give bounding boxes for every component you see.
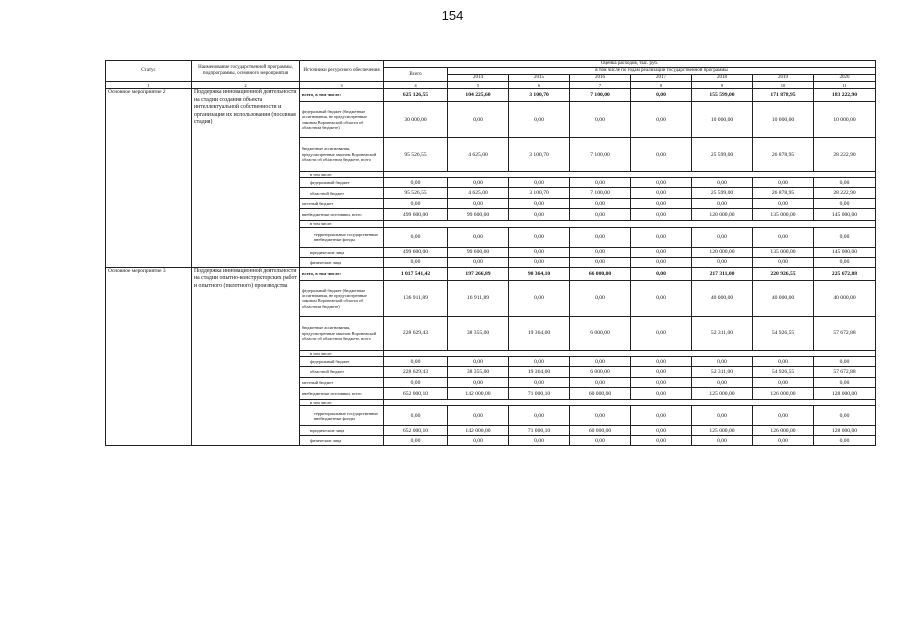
year-value-cell: 0,00 [692,406,753,426]
year-value-cell: 3 100,70 [509,188,570,199]
year-value-cell: 0,00 [814,436,876,446]
total-value-cell: 1 017 541,42 [384,267,448,280]
source-cell: областной бюджет [300,188,384,199]
source-cell: бюджетные ассигнования, предусмотренные законом Воронежской области об областном бюджете, всего [300,138,384,172]
column-index: 1 [106,82,192,89]
year-value-cell: 10 000,00 [814,102,876,138]
year-value-cell: 197 266,89 [448,267,509,280]
year-value-cell: 126 000,00 [753,388,814,400]
year-value-cell: 0,00 [631,357,692,367]
year-value-cell: 0,00 [692,257,753,267]
year-value-cell: 19 364,00 [509,316,570,350]
source-cell: территориальные государственные внебюджетные фонды [300,406,384,426]
year-value-cell: 128 000,00 [814,426,876,436]
year-value-cell: 40 000,00 [814,280,876,316]
year-value-cell: 0,00 [692,199,753,209]
header-total: Всего [384,68,448,82]
year-value-cell: 19 364,00 [509,367,570,378]
year-value-cell: 0,00 [753,436,814,446]
year-value-cell: 171 878,95 [753,89,814,102]
year-value-cell: 0,00 [753,257,814,267]
total-value-cell: 0,00 [384,178,448,188]
total-value-cell: 0,00 [384,357,448,367]
column-index: 7 [570,82,631,89]
year-value-cell: 125 000,00 [692,426,753,436]
year-value-cell: 155 599,00 [692,89,753,102]
year-value-cell: 57 672,88 [814,367,876,378]
year-value-cell: 126 000,00 [753,426,814,436]
year-value-cell: 0,00 [509,209,570,221]
year-value-cell: 125 000,00 [692,388,753,400]
source-cell: всего, в том числе: [300,267,384,280]
column-index: 11 [814,82,876,89]
total-value-cell: 0,00 [384,378,448,388]
year-value-cell: 0,00 [509,227,570,247]
page-number: 154 [441,8,464,23]
total-value-cell: 625 126,55 [384,89,448,102]
total-value-cell: 228 629,43 [384,367,448,378]
year-value-cell: 0,00 [814,199,876,209]
year-value-cell: 0,00 [631,316,692,350]
year-value-cell: 0,00 [570,227,631,247]
year-value-cell: 104 225,60 [448,89,509,102]
year-value-cell: 71 000,10 [509,388,570,400]
year-value-cell: 60 000,00 [570,388,631,400]
year-value-cell: 0,00 [631,188,692,199]
year-value-cell: 0,00 [692,178,753,188]
year-value-cell: 145 000,00 [814,209,876,221]
year-value-cell: 0,00 [814,378,876,388]
year-value-cell: 0,00 [631,199,692,209]
year-value-cell: 0,00 [631,227,692,247]
year-value-cell: 25 599,00 [692,188,753,199]
year-value-cell: 16 911,89 [448,280,509,316]
year-value-cell: 0,00 [692,357,753,367]
year-value-cell: 0,00 [570,436,631,446]
year-value-cell: 0,00 [631,257,692,267]
year-value-cell: 0,00 [448,436,509,446]
year-value-cell: 71 000,10 [509,426,570,436]
total-value-cell: 0,00 [384,257,448,267]
year-value-cell: 0,00 [631,102,692,138]
year-value-cell: 0,00 [570,280,631,316]
total-value-cell: 652 000,10 [384,388,448,400]
year-value-cell: 128 000,00 [814,388,876,400]
column-index: 3 [300,82,384,89]
year-value-cell: 7 100,00 [570,188,631,199]
header-year: 2015 [509,75,570,82]
year-value-cell: 120 000,00 [692,247,753,257]
source-cell: в том числе: [300,221,384,227]
source-cell: всего, в том числе: [300,89,384,102]
source-cell: федеральный бюджет (бюджетные ассигнования, не предусмотренные законом Воронежской области об областном бюджете) [300,102,384,138]
total-value-cell: 0,00 [384,406,448,426]
year-value-cell: 0,00 [631,138,692,172]
year-value-cell: 0,00 [631,388,692,400]
year-value-cell: 0,00 [509,436,570,446]
year-value-cell: 0,00 [570,178,631,188]
year-value-cell: 142 000,00 [448,426,509,436]
column-index: 8 [631,82,692,89]
year-value-cell: 40 000,00 [753,280,814,316]
year-value-cell: 0,00 [631,280,692,316]
year-value-cell: 38 355,00 [448,316,509,350]
column-index: 5 [448,82,509,89]
year-value-cell: 3 100,70 [509,138,570,172]
budget-table [105,60,876,446]
year-value-cell: 0,00 [509,178,570,188]
year-value-cell: 38 355,00 [448,367,509,378]
year-value-cell: 217 311,00 [692,267,753,280]
source-cell: местный бюджет [300,378,384,388]
source-cell: юридические лица [300,247,384,257]
year-value-cell: 120 000,00 [692,209,753,221]
year-value-cell: 28 222,90 [814,188,876,199]
year-value-cell: 225 672,88 [814,267,876,280]
year-value-cell: 0,00 [631,267,692,280]
status-cell: Основное мероприятие 2 [106,89,192,268]
year-value-cell: 0,00 [570,247,631,257]
total-value-cell: 0,00 [384,227,448,247]
year-value-cell: 6 000,00 [570,367,631,378]
total-value-cell: 95 526,55 [384,188,448,199]
year-value-cell: 26 878,95 [753,188,814,199]
total-value-cell: 95 526,55 [384,138,448,172]
year-value-cell: 0,00 [753,357,814,367]
year-value-cell: 0,00 [570,199,631,209]
total-value-cell: 499 600,00 [384,209,448,221]
year-value-cell: 10 000,00 [692,102,753,138]
year-value-cell: 135 000,00 [753,247,814,257]
header-by-years: в том числе по годам реализации государственной программы [448,68,876,75]
year-value-cell: 66 000,00 [570,267,631,280]
year-value-cell: 4 625,00 [448,138,509,172]
year-value-cell: 99 600,00 [448,209,509,221]
year-value-cell: 10 000,00 [753,102,814,138]
year-value-cell: 0,00 [448,378,509,388]
year-value-cell: 7 100,00 [570,89,631,102]
source-cell: физические лица [300,257,384,267]
year-value-cell: 0,00 [448,357,509,367]
column-index: 10 [753,82,814,89]
header-year: 2016 [570,75,631,82]
source-cell: территориальные государственные внебюджетные фонды [300,227,384,247]
source-cell: внебюджетные источники, всего [300,388,384,400]
source-cell: юридические лица [300,426,384,436]
header-status: Статус [106,61,192,82]
year-value-cell: 220 926,55 [753,267,814,280]
year-value-cell: 0,00 [631,406,692,426]
total-value-cell: 0,00 [384,436,448,446]
source-cell: федеральный бюджет [300,357,384,367]
header-year: 2018 [692,75,753,82]
column-index: 6 [509,82,570,89]
year-value-cell: 6 000,00 [570,316,631,350]
source-cell: внебюджетные источники, всего [300,209,384,221]
year-value-cell: 0,00 [753,178,814,188]
year-value-cell: 0,00 [448,178,509,188]
column-index: 2 [192,82,300,89]
source-cell: областной бюджет [300,367,384,378]
year-value-cell: 52 311,00 [692,316,753,350]
total-value-cell: 652 000,10 [384,426,448,436]
year-value-cell: 142 000,00 [448,388,509,400]
year-value-cell: 0,00 [631,426,692,436]
year-value-cell: 28 222,90 [814,138,876,172]
year-value-cell: 0,00 [448,102,509,138]
table-row [106,267,876,280]
year-value-cell: 135 000,00 [753,209,814,221]
source-cell: в том числе: [300,400,384,406]
year-value-cell: 90 364,10 [509,267,570,280]
year-value-cell: 99 600,00 [448,247,509,257]
year-value-cell: 0,00 [448,406,509,426]
year-value-cell: 0,00 [631,89,692,102]
year-value-cell: 0,00 [814,178,876,188]
year-value-cell: 0,00 [509,199,570,209]
year-value-cell: 0,00 [692,436,753,446]
total-value-cell: 136 911,89 [384,280,448,316]
year-value-cell: 0,00 [814,227,876,247]
year-value-cell: 0,00 [509,280,570,316]
column-index: 9 [692,82,753,89]
source-cell: в том числе: [300,172,384,178]
year-value-cell: 0,00 [509,102,570,138]
year-value-cell: 0,00 [631,367,692,378]
total-value-cell: 499 600,00 [384,247,448,257]
year-value-cell: 0,00 [448,199,509,209]
year-value-cell: 0,00 [448,227,509,247]
source-cell: бюджетные ассигнования, предусмотренные законом Воронежской области об областном бюджете, всего [300,316,384,350]
year-value-cell: 54 926,55 [753,316,814,350]
year-value-cell: 0,00 [753,227,814,247]
year-value-cell: 0,00 [509,257,570,267]
year-value-cell: 0,00 [631,436,692,446]
activity-name-cell: Поддержка инновационной деятельности на стадии опытно-конструкторских работ и опытного (пилотного) производства [192,267,300,446]
source-cell: федеральный бюджет (бюджетные ассигнования, не предусмотренные законом Воронежской области об областном бюджете) [300,280,384,316]
year-value-cell: 54 926,55 [753,367,814,378]
year-value-cell: 0,00 [814,257,876,267]
header-estimate: Оценка расходов, тыс. руб. [384,61,876,68]
year-value-cell: 0,00 [692,227,753,247]
header-year: 2017 [631,75,692,82]
year-value-cell: 0,00 [814,357,876,367]
year-value-cell: 0,00 [692,378,753,388]
year-value-cell: 0,00 [570,357,631,367]
year-value-cell: 0,00 [570,406,631,426]
year-value-cell: 57 672,88 [814,316,876,350]
year-value-cell: 40 000,00 [692,280,753,316]
year-value-cell: 145 000,00 [814,247,876,257]
year-value-cell: 0,00 [570,102,631,138]
year-value-cell: 3 100,70 [509,89,570,102]
year-value-cell: 0,00 [753,406,814,426]
header-year: 2020 [814,75,876,82]
total-value-cell: 30 000,00 [384,102,448,138]
year-value-cell: 26 878,95 [753,138,814,172]
year-value-cell: 0,00 [753,199,814,209]
year-value-cell: 4 625,00 [448,188,509,199]
source-cell: местный бюджет [300,199,384,209]
status-cell: Основное мероприятие 3 [106,267,192,446]
year-value-cell: 0,00 [631,378,692,388]
header-year: 2014 [448,75,509,82]
year-value-cell: 0,00 [509,406,570,426]
year-value-cell: 0,00 [448,257,509,267]
year-value-cell: 7 100,00 [570,138,631,172]
table-body [106,61,876,446]
year-value-cell: 0,00 [570,209,631,221]
header-name: Наименование государственной программы, подпрограммы, основного мероприятия [192,61,300,82]
year-value-cell: 60 000,00 [570,426,631,436]
year-value-cell: 0,00 [631,247,692,257]
year-value-cell: 0,00 [570,378,631,388]
column-index: 4 [384,82,448,89]
year-value-cell: 52 311,00 [692,367,753,378]
year-value-cell: 25 599,00 [692,138,753,172]
year-value-cell: 0,00 [753,378,814,388]
header-source: Источники ресурсного обеспечения [300,61,384,82]
year-value-cell: 183 222,90 [814,89,876,102]
source-cell: в том числе: [300,350,384,356]
year-value-cell: 0,00 [814,406,876,426]
activity-name-cell: Поддержка инновационной деятельности на стадии создания объекта интеллектуальной собственности и организация их использования (посевная стадия) [192,89,300,268]
total-value-cell: 0,00 [384,199,448,209]
table-row [106,89,876,102]
year-value-cell: 0,00 [509,247,570,257]
source-cell: физические лица [300,436,384,446]
year-value-cell: 0,00 [570,257,631,267]
year-value-cell: 0,00 [509,378,570,388]
source-cell: федеральный бюджет [300,178,384,188]
header-year: 2019 [753,75,814,82]
total-value-cell: 228 629,43 [384,316,448,350]
year-value-cell: 0,00 [631,178,692,188]
year-value-cell: 0,00 [509,357,570,367]
year-value-cell: 0,00 [631,209,692,221]
